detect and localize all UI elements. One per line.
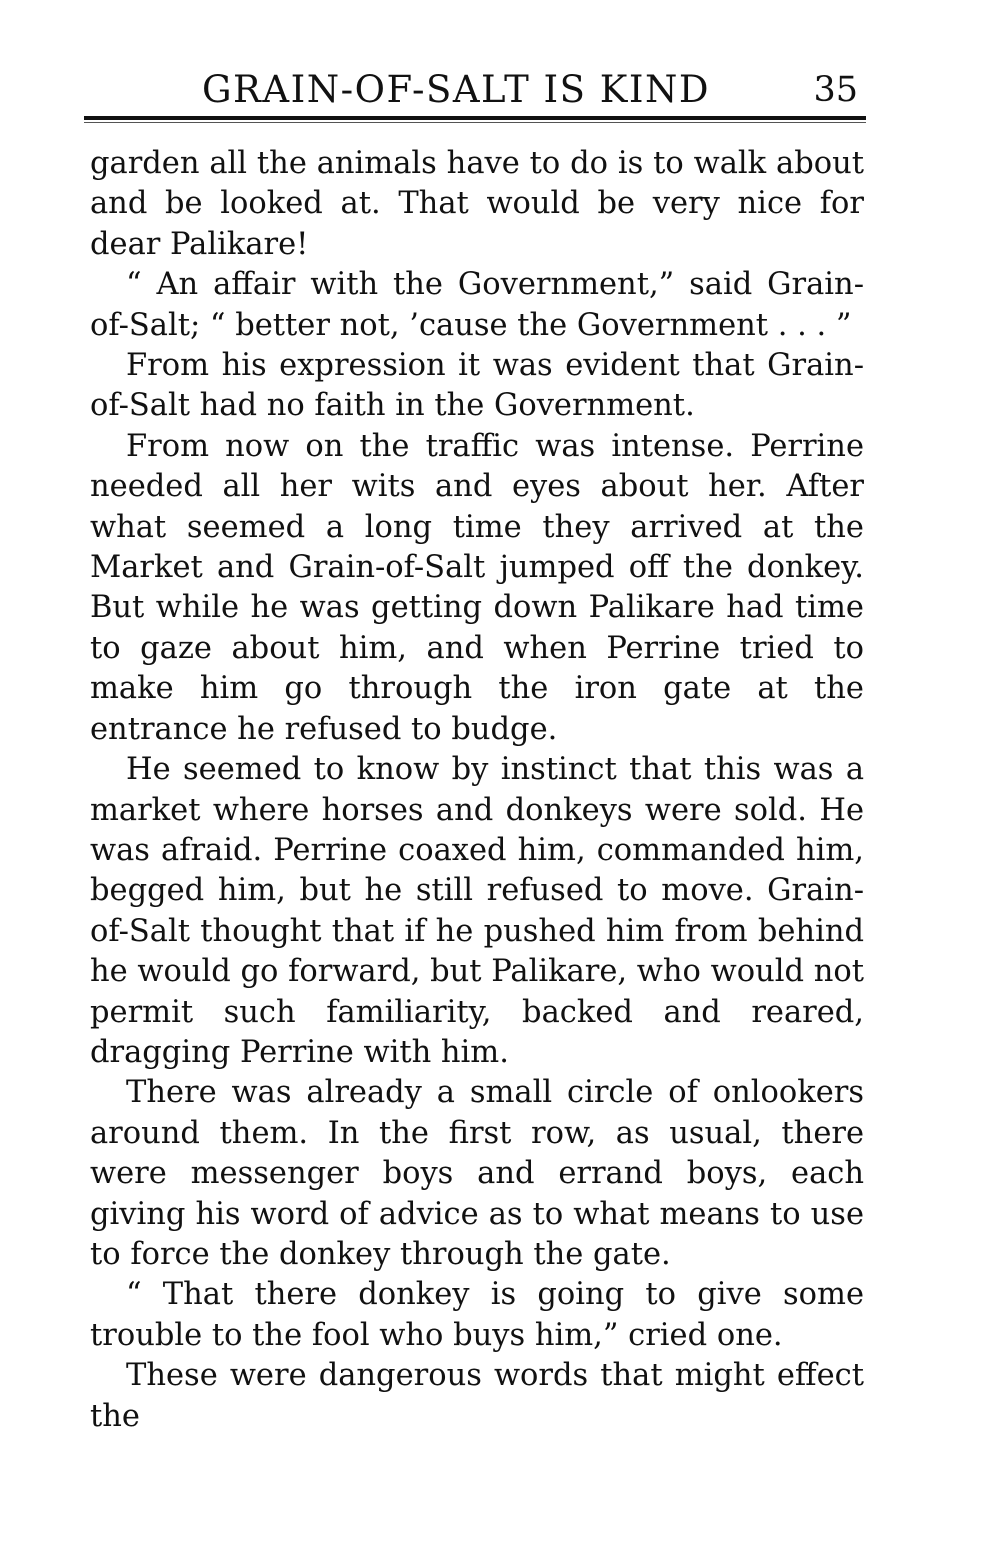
running-title: GRAIN-OF-SALT IS KIND bbox=[202, 68, 711, 111]
paragraph: “ An affair with the Government,” said Grain-of-Salt; “ better not, ’cause the Government . . . ” bbox=[90, 267, 864, 343]
running-header bbox=[90, 64, 864, 114]
header-rule-thin bbox=[84, 122, 866, 123]
paragraph-continued: garden all the animals have to do is to walk about and be looked at. That would be very nice for dear Palikare! bbox=[90, 146, 864, 262]
paragraph: From now on the traffic was intense. Perrine needed all her wits and eyes about her. After what seemed a long time they arrived at the Market and Grain-of-Salt jumped off the donkey. But while he was getting down Palikare had time to gaze about him, and when Perrine tried to make him go through the iron gate at the entrance he refused to budge. bbox=[90, 428, 864, 747]
book-page bbox=[90, 64, 864, 1434]
body-text bbox=[90, 144, 864, 1437]
paragraph: He seemed to know by instinct that this was a market where horses and donkeys were sold. He was afraid. Perrine coaxed him, commanded him, begged him, but he still refused to move. Grain-of-Salt thought that if he pushed him from behind he would go forward, but Palikare, who would not permit such familiarity, backed and reared, dragging Perrine with him. bbox=[90, 752, 864, 1070]
paragraph: There was already a small circle of onlookers around them. In the first row, as usual, there were messenger boys and errand boys, each giving his word of advice as to what means to use to force the donkey through the gate. bbox=[90, 1075, 864, 1272]
paragraph: “ That there donkey is going to give some trouble to the fool who buys him,” cried one. bbox=[90, 1277, 864, 1353]
paragraph: These were dangerous words that might effect the bbox=[90, 1358, 864, 1434]
page-number: 35 bbox=[813, 70, 858, 110]
paragraph: From his expression it was evident that Grain-of-Salt had no faith in the Government. bbox=[90, 348, 864, 424]
header-rule bbox=[84, 116, 866, 120]
